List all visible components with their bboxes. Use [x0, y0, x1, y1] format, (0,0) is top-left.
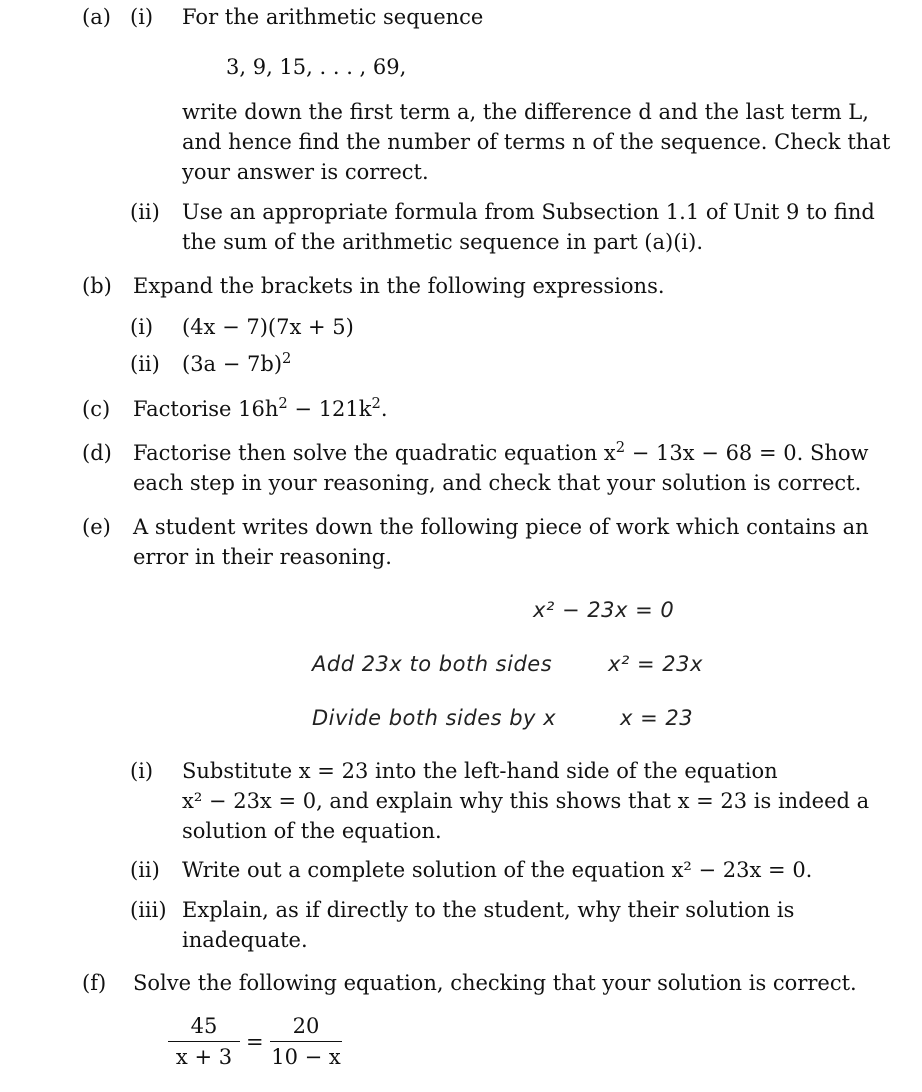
- part-e-i-line2: x² − 23x = 0, and explain why this shows that x = 23 is indeed a: [182, 789, 870, 813]
- part-e-line1: A student writes down the following piece of work which contains an: [133, 515, 869, 539]
- part-e-i-line1: Substitute x = 23 into the left-hand side of the equation: [182, 759, 778, 783]
- fraction-left-denominator: x + 3: [175, 1045, 233, 1069]
- part-e-ii-text: Write out a complete solution of the equation x² − 23x = 0.: [182, 858, 813, 882]
- fraction-right: [270, 1011, 342, 1072]
- part-a-i-line1: write down the first term a, the difference d and the last term L,: [182, 100, 869, 124]
- student-work-row3-eq: x = 23: [620, 706, 694, 730]
- part-b-ii-label: (ii): [130, 352, 160, 376]
- part-f-text: Solve the following equation, checking that your solution is correct.: [133, 971, 857, 995]
- sequence-display: 3, 9, 15, . . . , 69,: [226, 55, 407, 79]
- part-e-iii-label: (iii): [130, 898, 167, 922]
- part-d-line2: each step in your reasoning, and check that your solution is correct.: [133, 471, 862, 495]
- fraction-right-numerator: 20: [270, 1011, 342, 1042]
- student-work-row2-eq: x² = 23x: [608, 652, 703, 676]
- part-b-ii-expr: $(3a - 7b)^2$: [182, 350, 292, 376]
- part-e-iii-line1: Explain, as if directly to the student, why their solution is: [182, 898, 795, 922]
- part-a-i-line2: and hence find the number of terms n of the sequence. Check that: [182, 130, 891, 154]
- part-c-text: Factorise $16h^2 - 121k^2$.: [133, 395, 388, 421]
- part-b-i-expr: (4x − 7)(7x + 5): [182, 315, 354, 339]
- part-a-ii-label: (ii): [130, 200, 160, 224]
- part-c-label: (c): [82, 397, 111, 421]
- part-d-label: (d): [82, 441, 112, 465]
- part-e-line2: error in their reasoning.: [133, 545, 392, 569]
- part-a-ii-line2: the sum of the arithmetic sequence in part (a)(i).: [182, 230, 703, 254]
- part-e-i-label: (i): [130, 759, 154, 783]
- part-a-label: (a): [82, 5, 111, 29]
- fraction-left-numerator: 45: [168, 1011, 240, 1042]
- student-work-row2-note: Add 23x to both sides: [312, 652, 553, 676]
- part-a-ii-line1: Use an appropriate formula from Subsection 1.1 of Unit 9 to find: [182, 200, 875, 224]
- part-b-label: (b): [82, 274, 112, 298]
- fraction-equals: =: [246, 1030, 264, 1054]
- part-b-i-label: (i): [130, 315, 154, 339]
- part-a-i-line3: your answer is correct.: [182, 160, 429, 184]
- part-d-line1: Factorise then solve the quadratic equation $x^2 - 13x - 68 = 0$. Show: [133, 439, 869, 465]
- fraction-right-denominator: 10 − x: [271, 1045, 341, 1069]
- part-e-label: (e): [82, 515, 111, 539]
- part-e-ii-label: (ii): [130, 858, 160, 882]
- part-f-label: (f): [82, 971, 107, 995]
- part-e-i-line3: solution of the equation.: [182, 819, 442, 843]
- student-work-row3-note: Divide both sides by x: [312, 706, 557, 730]
- fraction-left: [168, 1011, 240, 1072]
- part-a-i-label: (i): [130, 5, 154, 29]
- part-a-i-intro: For the arithmetic sequence: [182, 5, 484, 29]
- part-e-iii-line2: inadequate.: [182, 928, 308, 952]
- student-work-row1: x² − 23x = 0: [533, 598, 675, 622]
- part-b-text: Expand the brackets in the following expressions.: [133, 274, 665, 298]
